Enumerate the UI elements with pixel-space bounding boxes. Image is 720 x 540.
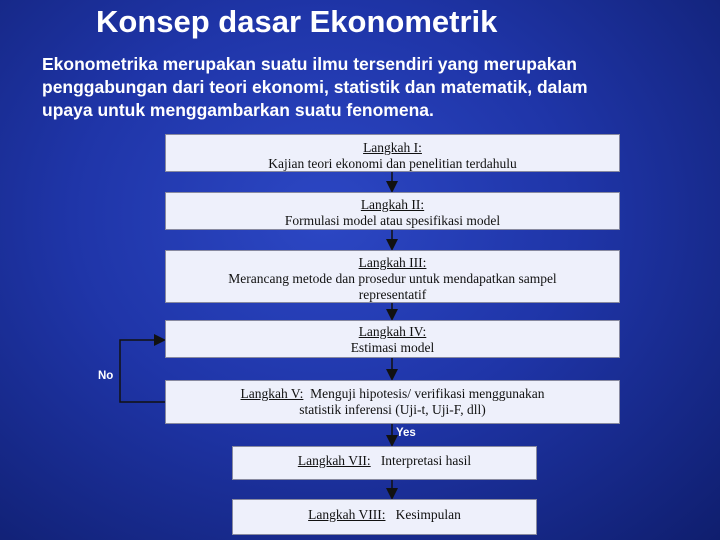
step-8-text: Kesimpulan — [395, 507, 461, 522]
step-2-box — [165, 192, 620, 230]
step-3-text-1: Merancang metode dan prosedur untuk mendapatkan sampel — [228, 271, 557, 286]
step-8-box — [232, 499, 537, 535]
step-5-line-1 — [166, 386, 619, 402]
step-3-box — [165, 250, 620, 303]
step-8-heading: Langkah VIII: — [308, 507, 386, 522]
step-1-box — [165, 134, 620, 172]
step-7-text: Interpretasi hasil — [380, 453, 472, 468]
no-label: No — [98, 370, 114, 382]
page-title: Konsep dasar Ekonometrik — [96, 4, 498, 39]
step-5-text-1: Menguji hipotesis/ verifikasi menggunakan — [310, 386, 545, 401]
step-4-text: Estimasi model — [350, 340, 435, 355]
loop-back-no — [120, 340, 165, 402]
step-4-box — [165, 320, 620, 358]
step-8-line — [233, 507, 536, 523]
step-1-text: Kajian teori ekonomi dan penelitian terdahulu — [268, 156, 517, 171]
intro-line-3: upaya untuk menggambarkan suatu fenomena. — [42, 100, 434, 120]
intro-line-2: penggabungan dari teori ekonomi, statistik dan matematik, dalam — [42, 77, 588, 97]
step-5-heading: Langkah V: — [240, 386, 304, 401]
step-3-heading: Langkah III: — [358, 255, 427, 270]
step-4-heading: Langkah IV: — [358, 324, 427, 339]
step-2-heading: Langkah II: — [360, 197, 425, 212]
step-5-box — [165, 380, 620, 424]
step-2-text: Formulasi model atau spesifikasi model — [284, 213, 501, 228]
step-7-line — [233, 453, 536, 469]
step-1-heading: Langkah I: — [363, 140, 422, 155]
intro-line-1: Ekonometrika merupakan suatu ilmu tersendiri yang merupakan — [42, 54, 577, 74]
step-3-text-2: representatif — [358, 287, 427, 302]
step-7-box — [232, 446, 537, 480]
yes-label: Yes — [396, 427, 416, 439]
step-5-text-2: statistik inferensi (Uji-t, Uji-F, dll) — [299, 402, 486, 417]
step-7-heading: Langkah VII: — [297, 453, 371, 468]
